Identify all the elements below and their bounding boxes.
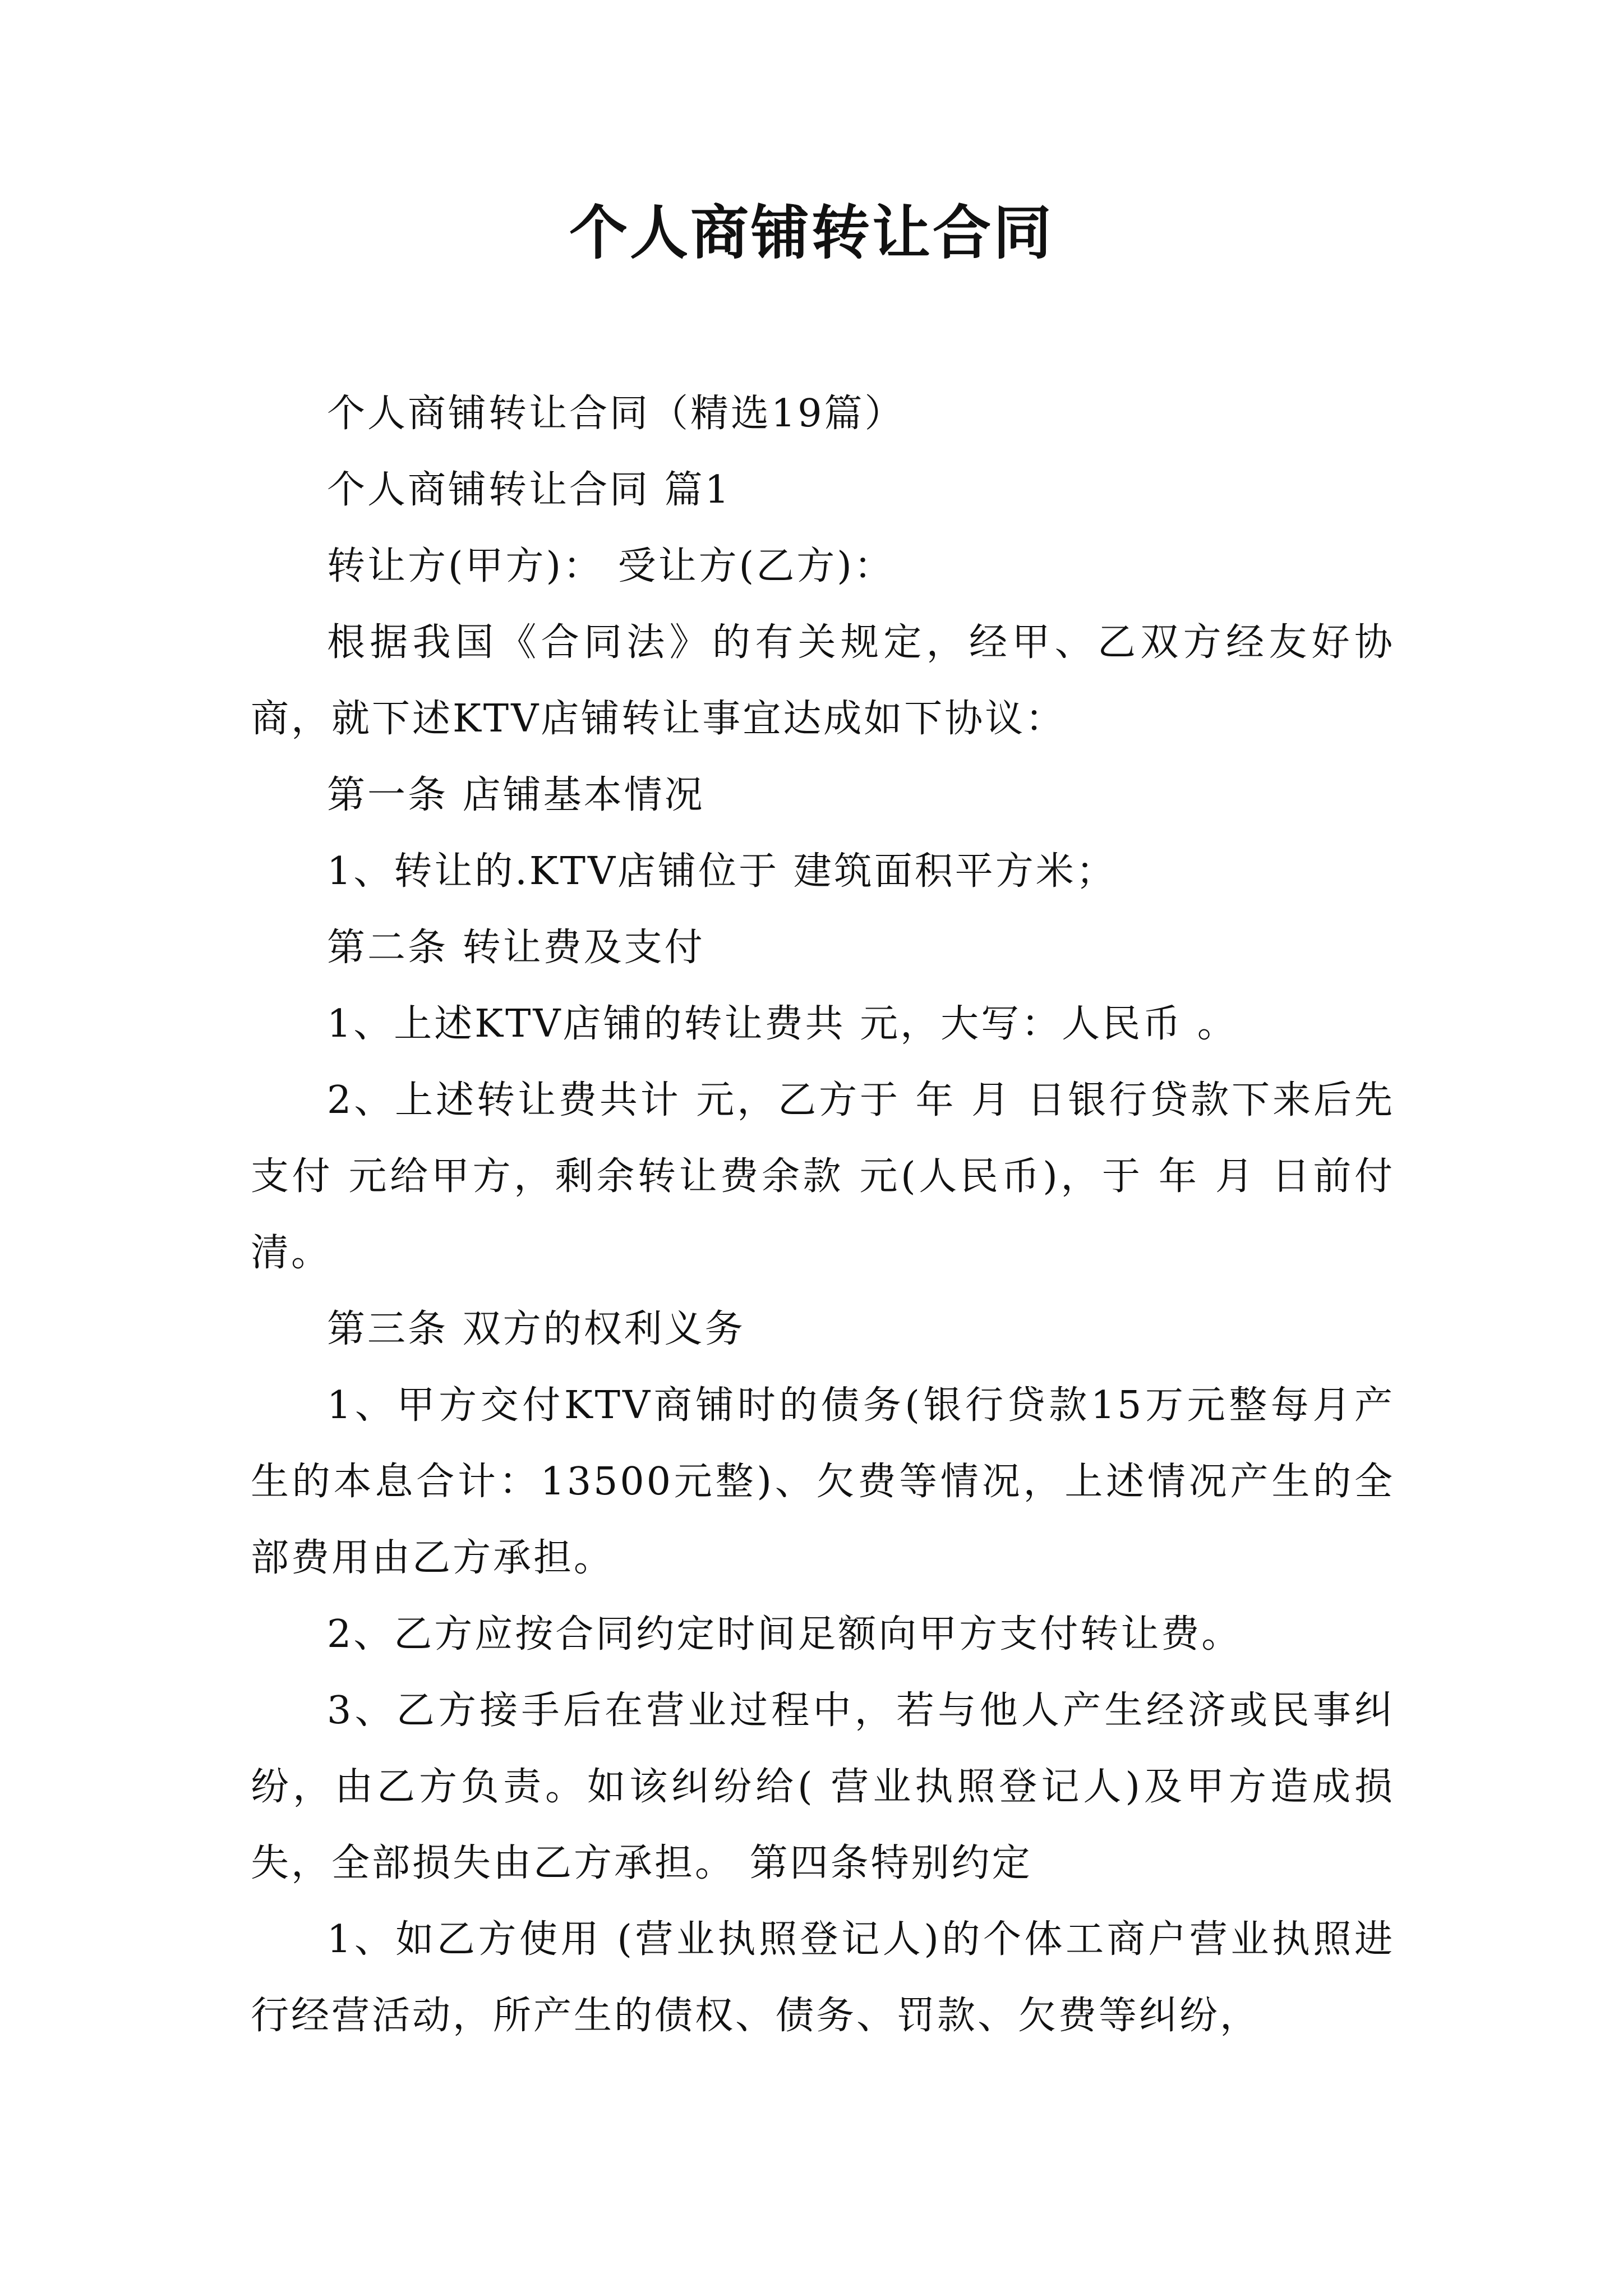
paragraph-section-heading: 个人商铺转让合同 篇1: [327, 468, 731, 512]
document-title: 个人商铺转让合同: [569, 198, 1054, 267]
paragraph-subtitle: 个人商铺转让合同（精选19篇）: [327, 392, 905, 436]
paragraph-preamble: 根据我国《合同法》的有关规定，经甲、乙双方经友好协商，就下述KTV店铺转让事宜达成如下协议：: [251, 620, 1395, 741]
paragraph-parties: 转让方(甲方)： 受让方(乙方)：: [327, 544, 895, 588]
paragraph-article-2-heading: 第二条 转让费及支付: [327, 926, 705, 970]
paragraph-article-2-item-2: 2、上述转让费共计 元，乙方于 年 月 日银行贷款下来后先支付 元给甲方，剩余转让费余款 元(人民币)，于 年 月 日前付清。: [251, 1078, 1395, 1275]
paragraph-article-2-item-1: 1、上述KTV店铺的转让费共 元，大写：人民币 。: [327, 1002, 1238, 1046]
paragraph-article-3-heading: 第三条 双方的权利义务: [327, 1307, 745, 1351]
paragraph-article-3-item-3: 3、乙方接手后在营业过程中，若与他人产生经济或民事纠纷，由乙方负责。如该纠纷给( 营业执照登记人)及甲方造成损失，全部损失由乙方承担。 第四条特别约定: [251, 1688, 1395, 1885]
paragraph-article-3-item-2: 2、乙方应按合同约定时间足额向甲方支付转让费。: [327, 1612, 1242, 1657]
document-body: [251, 376, 1395, 2054]
paragraph-article-1-heading: 第一条 店铺基本情况: [327, 773, 705, 817]
paragraph-article-4-item-1: 1、如乙方使用 (营业执照登记人)的个体工商户营业执照进行经营活动，所产生的债权、债务、罚款、欠费等纠纷，: [251, 1917, 1395, 2038]
paragraph-article-1-item-1: 1、转让的.KTV店铺位于 建筑面积平方米；: [327, 849, 1117, 894]
paragraph-article-3-item-1: 1、甲方交付KTV商铺时的债务(银行贷款15万元整每月产生的本息合计：13500元整)、欠费等情况，上述情况产生的全部费用由乙方承担。: [251, 1383, 1395, 1580]
